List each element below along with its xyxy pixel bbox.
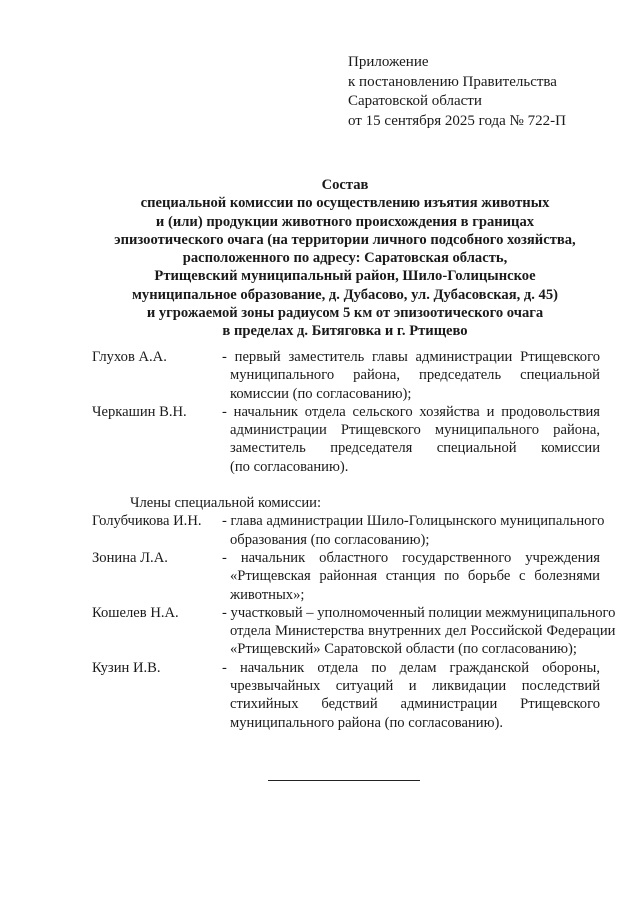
person-row: [92, 512, 605, 549]
header-line: от 15 сентября 2025 года № 722-П: [348, 112, 566, 129]
person-name: Глухов А.А.: [92, 349, 167, 365]
role-line: - первый заместитель главы администрации Ртищевского: [222, 348, 600, 366]
person-role: [222, 403, 600, 476]
person-name: Голубчикова И.Н.: [92, 513, 202, 530]
person-name: Черкашин В.Н.: [92, 403, 187, 420]
commission-list: [92, 348, 616, 732]
role-line: - начальник областного государственного учреждения: [222, 549, 600, 567]
role-line: отдела Министерства внутренних дел Российской Федерации: [230, 623, 616, 640]
person-name: Кузин И.В.: [92, 659, 161, 676]
person-role: [222, 512, 604, 549]
role-line: - начальник отдела по делам гражданской обороны,: [222, 659, 600, 677]
person-role: [222, 348, 600, 403]
person-row: [92, 659, 600, 732]
title-line: муниципальное образование, д. Дубасово, ул. Дубасовская, д. 45): [131, 286, 559, 303]
role-line: заместитель председателя специальной комиссии: [230, 440, 600, 457]
appendix-header: [348, 53, 566, 131]
title-heading: Состав: [321, 177, 369, 193]
document-title: [90, 176, 600, 341]
person-row: [92, 549, 600, 604]
role-line: муниципального района, председатель специальной: [230, 367, 600, 384]
role-line: администрации Ртищевского муниципального района,: [230, 422, 600, 439]
header-line: к постановлению Правительства: [348, 73, 557, 90]
role-line: - глава администрации Шило-Голицынского муниципального: [222, 512, 604, 530]
header-line: Приложение: [348, 54, 429, 70]
person-row: [92, 403, 600, 476]
members-heading: Члены специальной комиссии:: [130, 495, 322, 512]
closing-divider: [268, 780, 420, 781]
role-line: образования (по согласованию);: [230, 531, 430, 548]
header-line: Саратовской области: [348, 93, 482, 109]
role-line: стихийных бедствий администрации Ртищевского: [230, 696, 600, 713]
role-line: комиссии (по согласованию);: [230, 385, 412, 402]
person-row: [92, 348, 600, 403]
title-line: расположенного по адресу: Саратовская область,: [182, 250, 508, 267]
person-name: Кошелев Н.А.: [92, 604, 179, 621]
person-role: [222, 604, 615, 659]
members-list: [92, 512, 616, 732]
title-line: специальной комиссии по осуществлению изъятия животных: [140, 195, 550, 212]
title-line: в пределах д. Битяговка и г. Ртищево: [222, 323, 468, 340]
person-role: [222, 549, 600, 604]
role-line: - начальник отдела сельского хозяйства и продовольствия: [222, 403, 600, 421]
role-line: животных»;: [230, 586, 305, 603]
role-line: «Ртищевская районная станция по борьбе с болезнями: [230, 568, 600, 585]
role-line: чрезвычайных ситуаций и ликвидации последствий: [230, 678, 600, 695]
title-line: и (или) продукции животного происхождения в границах: [155, 213, 535, 230]
leaders-list: [92, 348, 600, 476]
role-line: муниципального района (по согласованию).: [230, 714, 503, 731]
person-row: [92, 604, 616, 659]
title-line: эпизоотического очага (на территории личного подсобного хозяйства,: [114, 231, 576, 248]
role-line: - участковый – уполномоченный полиции межмуниципального: [222, 604, 615, 622]
role-line: (по согласованию).: [230, 458, 349, 475]
person-name: Зонина Л.А.: [92, 549, 168, 566]
title-line: Ртищевский муниципальный район, Шило-Голицынское: [154, 268, 536, 285]
role-line: «Ртищевский» Саратовской области (по согласованию);: [230, 641, 577, 658]
person-role: [222, 659, 600, 732]
title-line: и угрожаемой зоны радиусом 5 км от эпизоотического очага: [146, 305, 544, 322]
